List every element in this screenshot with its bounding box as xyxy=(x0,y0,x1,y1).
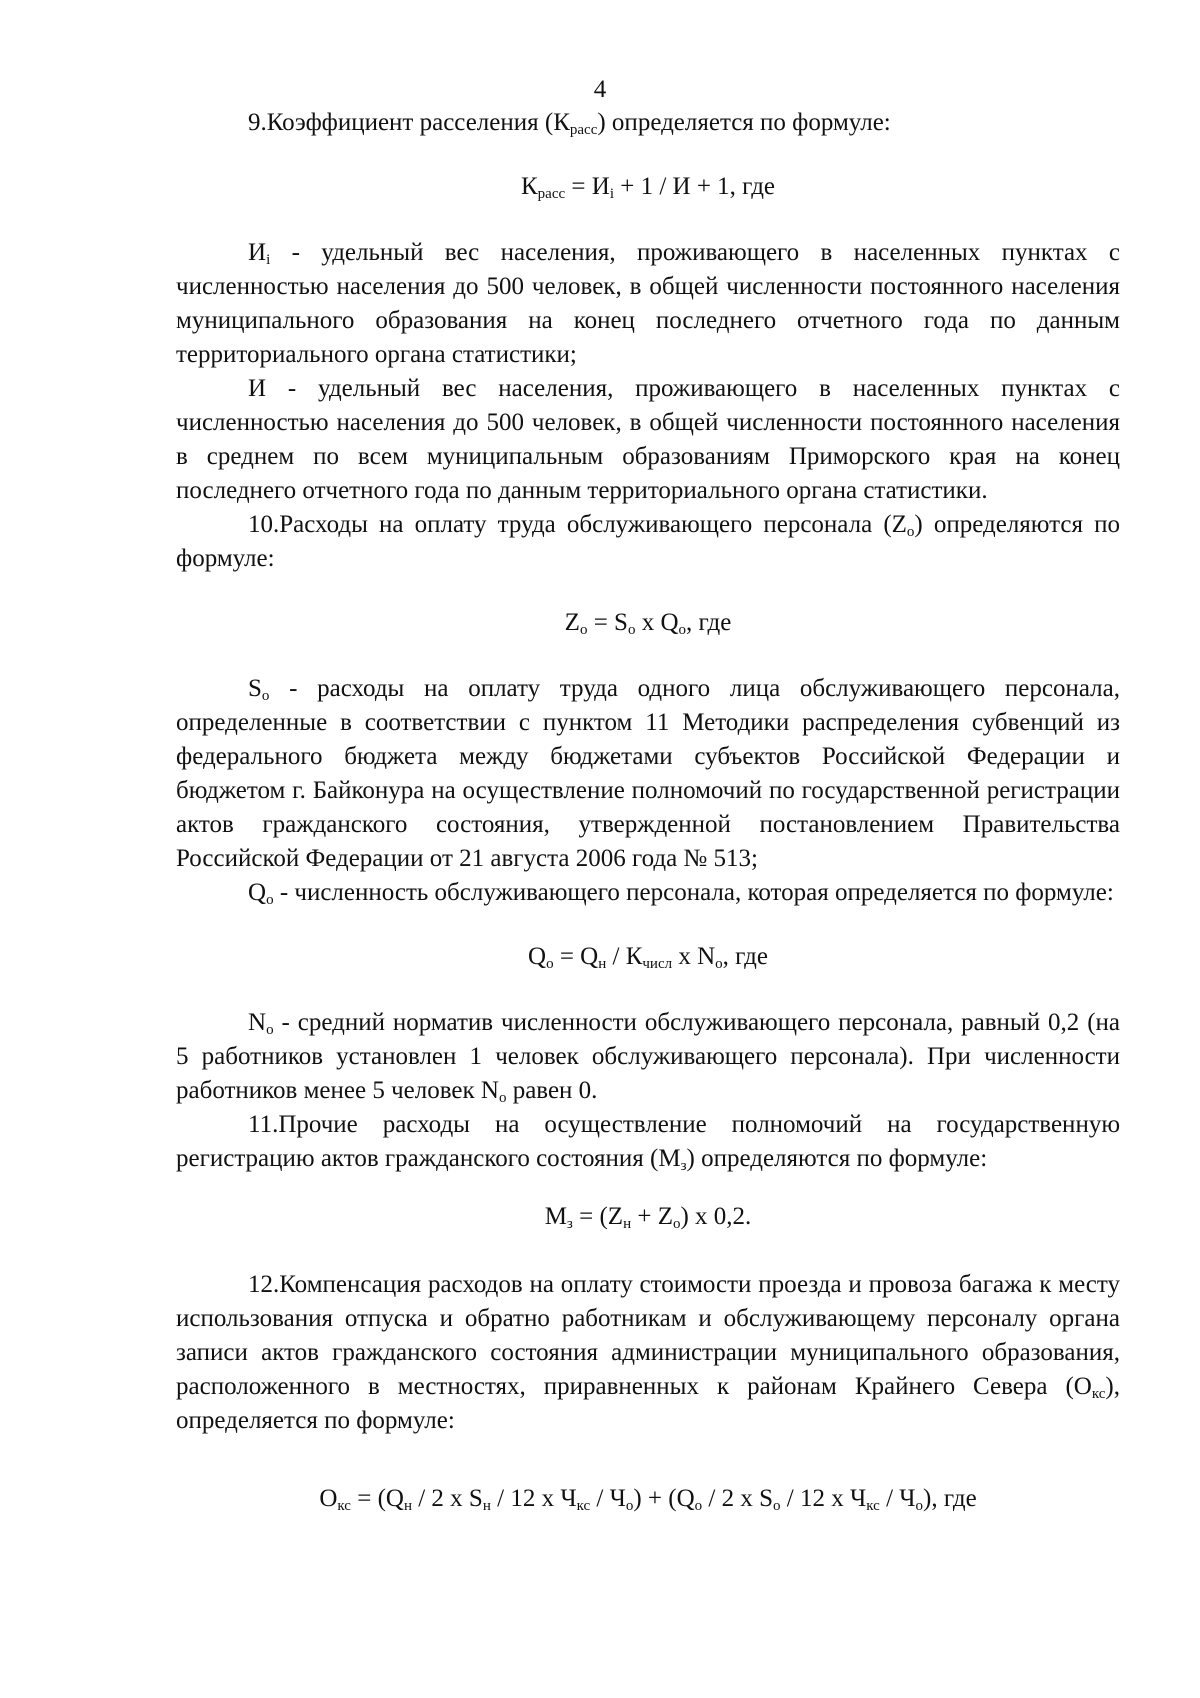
definition-s-o: $S_o$ - расходы на оплату труда одного лица обслуживающего персонала, определенные в соответствии с пунктом 11 Методики распределения субвенций из федерального бюджета между бюджетами субъектов Российской Федерации и бюджетом г. Байконура на осуществление полномочий по государственной регистрации актов гражданского состояния, утвержденной постановлением Правительства Российской Федерации от 21 августа 2006 года № 513; xyxy=(176,675,1120,872)
formula-z-o: $Z_o = S_o$ x $Q_o$, где xyxy=(564,609,732,638)
definition-n-o: $N_o$ - средний норматив численности обслуживающего персонала, равный 0,2 (на 5 работников установлен 1 человек обслуживающего персонала). При численности работников менее 5 человек $N_o$ равен 0. xyxy=(176,1009,1120,1106)
formula-o-ks: $О_{кс} = (Q_н / 2$ x $S_н / 12$ x $Ч_{кс} / Ч_о) + (Q_о / 2$ x $S_о / 12$ x $Ч_{кс} / Ч_о$), где xyxy=(319,1485,977,1514)
formula-m-z: $М_з = (Z_н + Z_o)$ x 0,2. xyxy=(544,1203,752,1232)
paragraph-12: 12.Компенсация расходов на оплату стоимости проезда и провоза багажа к месту использования отпуска и обратно работникам и обслуживающему персоналу органа записи актов гражданского состояния администрации муниципального образования, расположенного в местностях, приравненных к районам Крайнего Севера $(О_{кс})$, определяется по формуле: xyxy=(176,1271,1120,1434)
definition-q-o: $Q_o$ - численность обслуживающего персонала, которая определяется по формуле: xyxy=(248,879,1114,908)
definition-i-sub-i: $И_i$ - удельный вес населения, проживающего в населенных пунктах с численностью населения до 500 человек, в общей численности постоянного населения муниципального образования на конец последнего отчетного года по данным территориального органа статистики; xyxy=(176,239,1120,368)
formula-q-o: $Q_o = Q_н / К_{числ}$ x $N_o$, где xyxy=(528,943,768,972)
paragraph-10: 10.Расходы на оплату труда обслуживающего персонала $(Z_o)$ определяются по формуле: xyxy=(176,511,1120,572)
paragraph-9: 9.Коэффициент расселения $(К_{расс})$ определяется по формуле: xyxy=(248,109,891,138)
page-number: 4 xyxy=(593,76,607,103)
formula-k-rass: $К_{расс} = И_i + 1 / И + 1$, где xyxy=(520,173,776,202)
definition-i: И - удельный вес населения, проживающего в населенных пунктах с численностью населения до 500 человек, в общей численности постоянного населения в среднем по всем муниципальным образованиям Приморского края на конец последнего отчетного года по данным территориального органа статистики. xyxy=(176,375,1120,504)
document-body xyxy=(176,106,1120,1516)
paragraph-11: 11.Прочие расходы на осуществление полномочий на государственную регистрацию актов гражданского состояния $(М_з)$ определяются по формуле: xyxy=(176,1111,1120,1174)
